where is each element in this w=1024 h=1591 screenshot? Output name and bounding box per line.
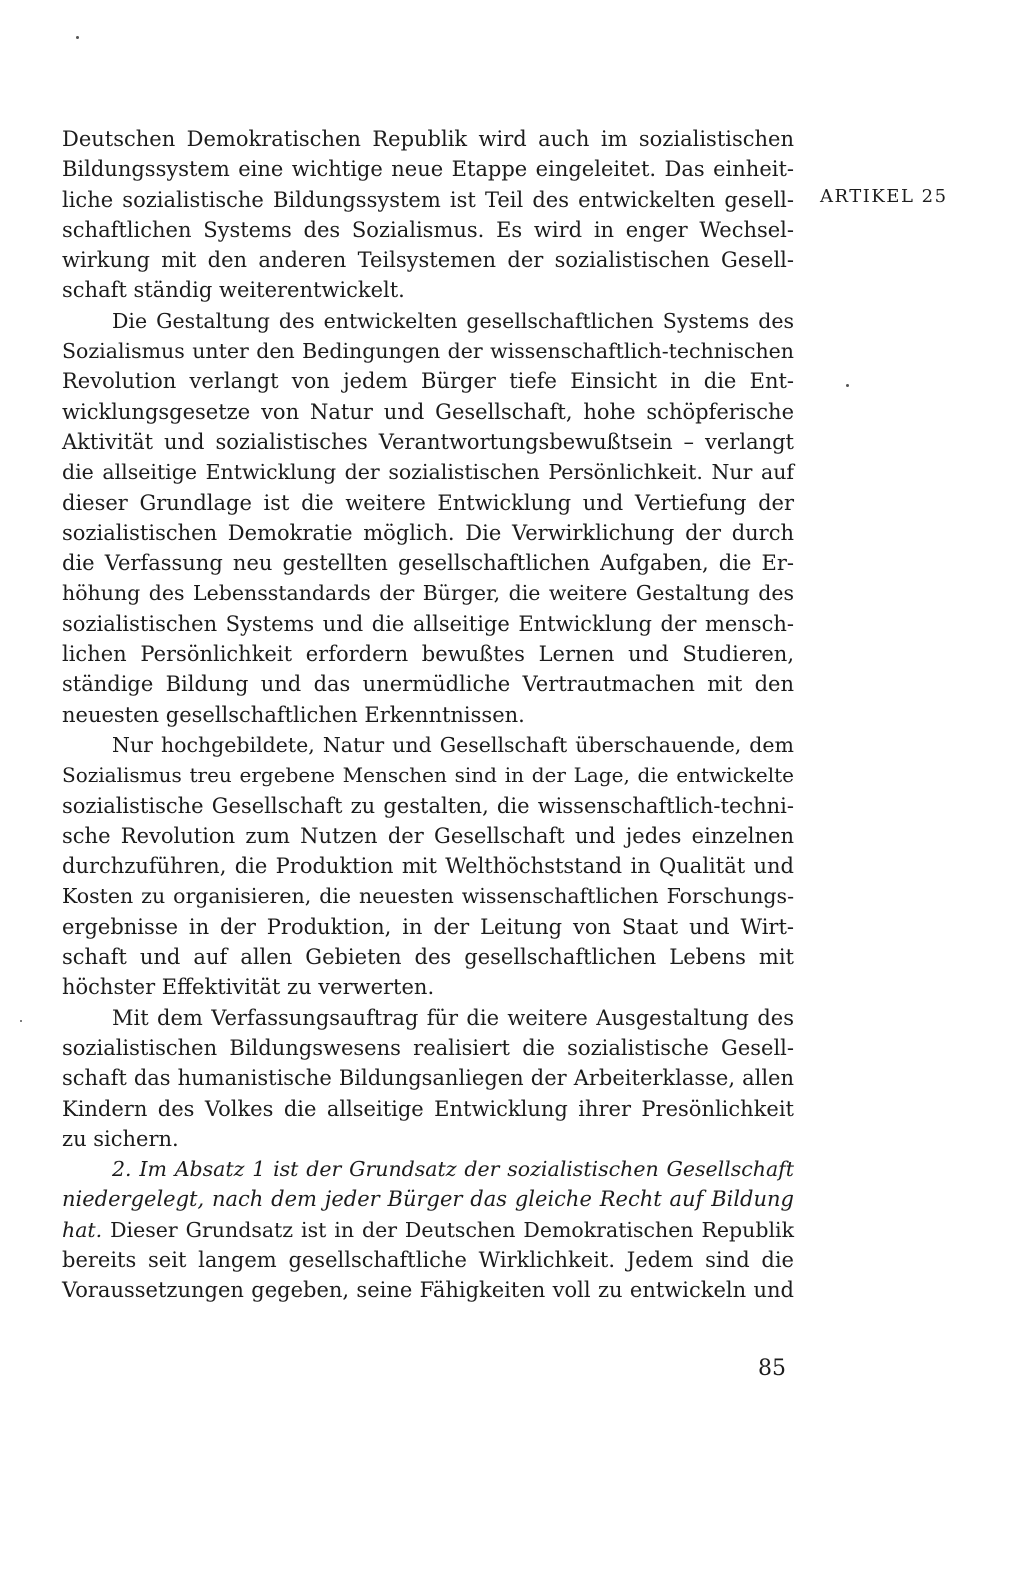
text-line (62, 1184, 794, 1214)
text-line: neuesten gesellschaftlichen Erkenntnissen. (62, 702, 525, 727)
text-line: schaft und auf allen Gebieten des gesellschaftlichen Lebens mit (62, 945, 794, 970)
text-line: Sozialismus unter den Bedingungen der wissenschaftlich-technischen (62, 339, 794, 364)
text-line (62, 1215, 794, 1245)
text-line: sozialistischen Demokratie möglich. Die Verwirklichung der durch (62, 520, 794, 545)
text-line: bereits seit langem gesellschaftliche Wirklichkeit. Jedem sind die (62, 1247, 794, 1272)
text-line: die allseitige Entwicklung der sozialistischen Persönlichkeit. Nur auf (62, 460, 794, 485)
text-line (62, 1154, 794, 1184)
text-line: schaft das humanistische Bildungsanliegen der Arbeiterklasse, allen (62, 1066, 794, 1091)
text-line: wirkung mit den anderen Teilsystemen der sozialistischen Gesell- (62, 248, 794, 273)
text-line: sche Revolution zum Nutzen der Gesellschaft und jedes einzelnen (62, 823, 794, 848)
print-speck (20, 1020, 22, 1022)
text-line: Voraussetzungen gegeben, seine Fähigkeiten voll zu entwickeln und (62, 1278, 794, 1303)
text-line: durchzuführen, die Produktion mit Welthöchststand in Qualität und (62, 854, 794, 879)
text-line: ergebnisse in der Produktion, in der Leitung von Staat und Wirt- (62, 914, 794, 939)
text-line: die Verfassung neu gestellten gesellschaftlichen Aufgaben, die Er- (62, 551, 794, 576)
text-line: ständige Bildung und das unermüdliche Vertrautmachen mit den (62, 672, 794, 697)
text-line: sozialistische Gesellschaft zu gestalten, die wissenschaftlich-techni- (62, 793, 794, 818)
page-number: 85 (758, 1356, 786, 1381)
text-line: dieser Grundlage ist die weitere Entwicklung und Vertiefung der (62, 490, 794, 515)
italic-text: 2. Im Absatz 1 ist der Grundsatz der sozialistischen Gesellschaft (112, 1157, 794, 1182)
text-line: sozialistischen Bildungswesens realisiert die sozialistische Gesell- (62, 1035, 794, 1060)
text-line: Sozialismus treu ergebene Menschen sind in der Lage, die entwickelte (62, 763, 794, 788)
paragraph-4 (62, 1003, 794, 1154)
text-line: liche sozialistische Bildungssystem ist Teil des entwickelten gesell- (62, 187, 794, 212)
text-line: Kosten zu organisieren, die neuesten wissenschaftlichen Forschungs- (62, 884, 794, 909)
print-speck (76, 36, 79, 39)
text-line: Kindern des Volkes die allseitige Entwicklung ihrer Presönlichkeit (62, 1096, 794, 1121)
text-line: höchster Effektivität zu verwerten. (62, 975, 435, 1000)
paragraph-1 (62, 124, 794, 306)
text-line: Deutschen Demokratischen Republik wird auch im sozialistischen (62, 127, 794, 151)
italic-text: niedergelegt, nach dem jeder Bürger das gleiche Recht auf Bildung (62, 1187, 794, 1212)
paragraph-3 (62, 730, 794, 1003)
paragraph-2 (62, 306, 794, 730)
text-line: zu sichern. (62, 1126, 179, 1151)
text-line: höhung des Lebensstandards der Bürger, die weitere Gestaltung des (62, 581, 794, 606)
text-line: Revolution verlangt von jedem Bürger tiefe Einsicht in die Ent- (62, 369, 794, 394)
paragraph-5 (62, 1154, 794, 1305)
text-line: Die Gestaltung des entwickelten gesellschaftlichen Systems des (112, 308, 794, 333)
print-speck (846, 384, 849, 387)
text-line: Mit dem Verfassungsauftrag für die weitere Ausgestaltung des (112, 1005, 794, 1030)
text-line: Nur hochgebildete, Natur und Gesellschaft überschauende, dem (112, 732, 794, 757)
text-line: Aktivität und sozialistisches Verantwortungsbewußtsein – verlangt (62, 429, 794, 454)
text-line: schaftlichen Systems des Sozialismus. Es wird in enger Wechsel- (62, 217, 794, 242)
margin-note-article: ARTIKEL 25 (820, 186, 948, 207)
text-line: wicklungsgesetze von Natur und Gesellschaft, hohe schöpferische (62, 399, 794, 424)
text-line: Bildungssystem eine wichtige neue Etappe eingeleitet. Das einheit- (62, 157, 794, 182)
body-text (62, 124, 794, 1306)
roman-text: Dieser Grundsatz ist in der Deutschen Demokratischen Republik (102, 1217, 794, 1242)
text-line: lichen Persönlichkeit erfordern bewußtes Lernen und Studieren, (62, 642, 794, 667)
text-line: sozialistischen Systems und die allseitige Entwicklung der mensch- (62, 611, 794, 636)
text-line: schaft ständig weiterentwickelt. (62, 278, 405, 303)
italic-text: hat. (62, 1217, 103, 1242)
